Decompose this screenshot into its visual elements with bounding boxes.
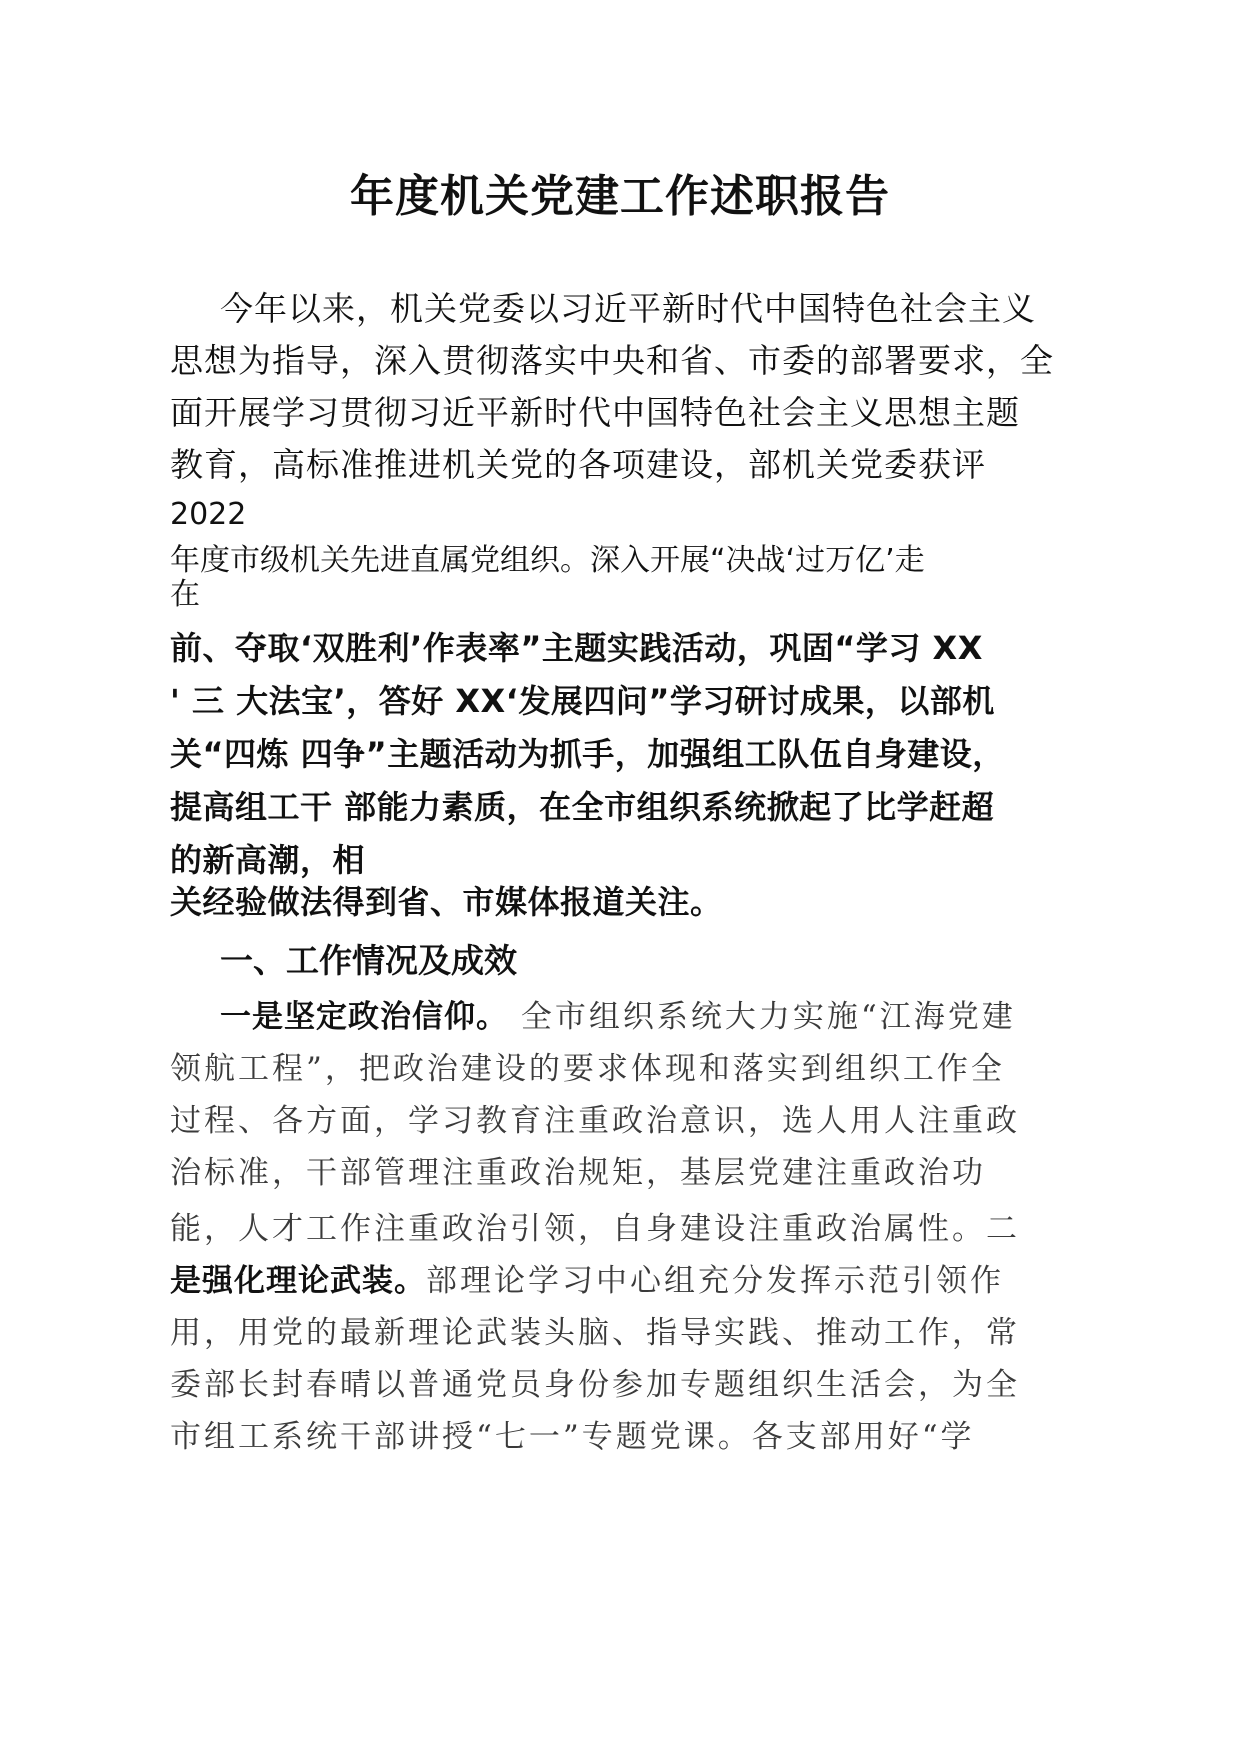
section-paragraph-line: 治标准，干部管理注重政治规矩，基层党建注重政治功 (170, 1155, 986, 1191)
paragraph-line: 思想为指导，深入贯彻落实中央和省、市委的部署要求，全 (170, 341, 1054, 380)
point-label: 是强化理论武装。 (170, 1263, 426, 1299)
document-title: 年度机关党建工作述职报告 (350, 171, 890, 222)
bold-paragraph-line: 前、夺取‘双胜利’作表率”主题实践活动，巩固“学习 XX (170, 629, 983, 667)
bold-paragraph-line: 关“四炼 四争”主题活动为抓手，加强组工队伍自身建设， (170, 735, 1005, 773)
section-paragraph-line: 委部长封春晴以普通党员身份参加专题组织生活会，为全 (170, 1367, 1020, 1403)
bold-paragraph-line: 关经验做法得到省、市媒体报道关注。 (170, 883, 723, 921)
paragraph-line: 年度市级机关先进直属党组织。深入开展“决战‘过万亿’走 (170, 543, 925, 578)
bold-paragraph-line: ' 三 大法宝’，答好 XX‘发展四问”学习研讨成果，以部机 (170, 682, 995, 720)
section-heading: 一、工作情况及成效 (220, 941, 517, 980)
point-text: 全市组织系统大力实施“江海党建 (508, 999, 1016, 1035)
section-paragraph-line (220, 1000, 1016, 1036)
paragraph-line: 教育，高标准推进机关党的各项建设，部机关党委获评 (170, 445, 986, 484)
point-label: 一是坚定政治信仰。 (220, 999, 508, 1035)
paragraph-line: 今年以来，机关党委以习近平新时代中国特色社会主义 (220, 289, 1036, 328)
section-paragraph-line (170, 1264, 1004, 1300)
section-paragraph-line: 能，人才工作注重政治引领，自身建设注重政治属性。二 (170, 1211, 1020, 1247)
paragraph-line: 2022 (170, 497, 247, 532)
point-text: 部理论学习中心组充分发挥示范引领作 (426, 1263, 1004, 1299)
bold-paragraph-line: 的新高潮，相 (170, 841, 366, 879)
section-paragraph-line: 领航工程”，把政治建设的要求体现和落实到组织工作全 (170, 1051, 1005, 1087)
section-paragraph-line: 用，用党的最新理论武装头脑、指导实践、推动工作，常 (170, 1315, 1020, 1351)
section-paragraph-line: 市组工系统干部讲授“七一”专题党课。各支部用好“学 (170, 1419, 975, 1455)
paragraph-line: 面开展学习贯彻习近平新时代中国特色社会主义思想主题 (170, 393, 1020, 432)
paragraph-line: 在 (170, 577, 200, 612)
section-paragraph-line: 过程、各方面，学习教育注重政治意识，选人用人注重政 (170, 1103, 1020, 1139)
bold-paragraph-line: 提高组工干 部能力素质，在全市组织系统掀起了比学赶超 (170, 788, 995, 826)
